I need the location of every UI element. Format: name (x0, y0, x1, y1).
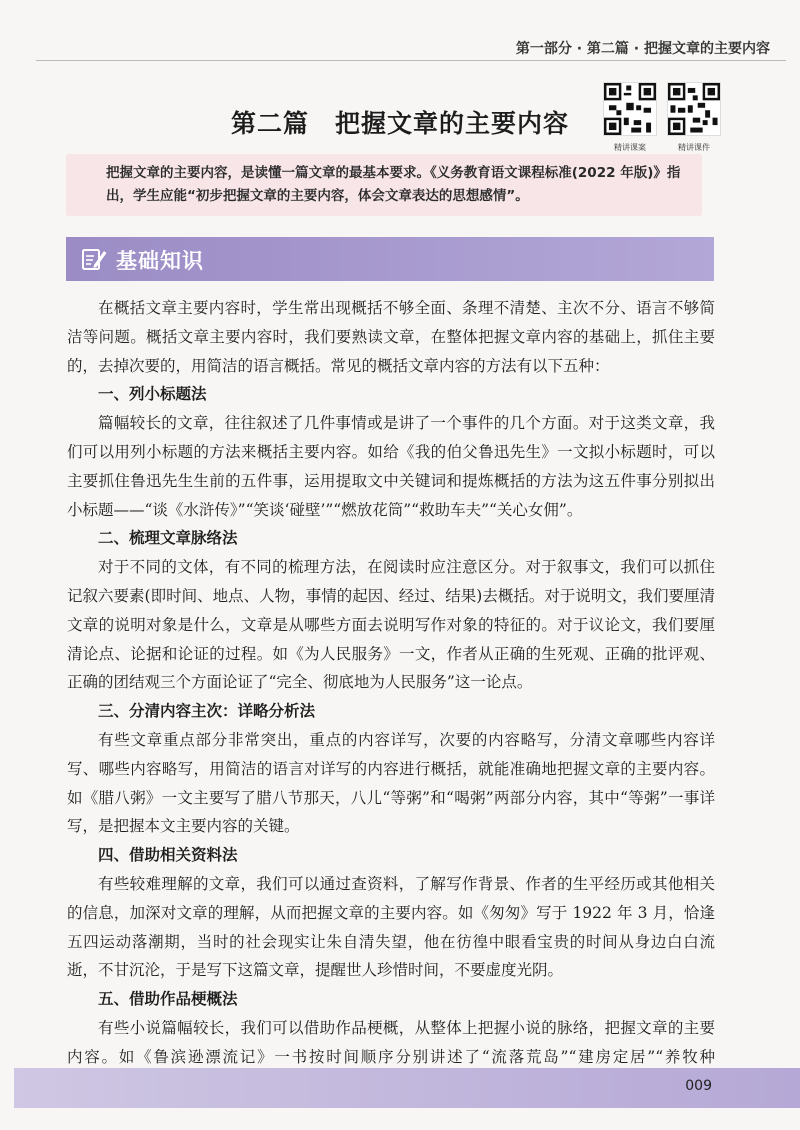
qr-code-lecture-slides[interactable] (662, 82, 726, 153)
method-heading: 一、列小标题法 (98, 385, 207, 404)
body-content (67, 294, 715, 1100)
qr-code-icon (667, 82, 721, 136)
page-title: 第二篇 把握文章的主要内容 (230, 109, 569, 138)
method-paragraph: 对于不同的文体，有不同的梳理方法，在阅读时应注意区分。对于叙事文，我们可以抓住记叙六要素(即时间、地点、人物，事情的起因、经过、结果)去概括。对于说明文，我们要厘清文章的说明对象是什么，文章是从哪些方面去说明写作对象的特征的。对于议论文，我们要厘清论点、论据和论证的过程。如《为人民服务》一文，作者从正确的生死观、正确的批评观、正确的团结观三个方面论证了“完全、彻底地为人民服务”这一论点。 (67, 558, 715, 692)
intro-text: 把握文章的主要内容，是读懂一篇文章的最基本要求。《义务教育语文课程标准(2022 年版)》指出，学生应能“初步把握文章的主要内容，体会文章表达的思想感情”。 (106, 165, 681, 204)
method-paragraph: 有些小说篇幅较长，我们可以借助作品梗概，从整体上把握小说的脉络，把握文章的主要内容。如《鲁滨逊漂流记》一书按时间顺序分别讲述了“流落荒岛”“建房定居”“养牧种 (67, 1018, 715, 1066)
method-heading: 五、借助作品梗概法 (98, 990, 238, 1009)
section-header (66, 237, 714, 281)
qr-label: 精讲课件 (678, 143, 710, 152)
page-number: 009 (685, 1078, 712, 1094)
method-paragraph: 有些较难理解的文章，我们可以通过查资料，了解写作背景、作者的生平经历或其他相关的信息，加深对文章的理解，从而把握文章的主要内容。如《匆匆》写于 1922 年 3 月，恰逢五四运动落潮期，当时的社会现实让朱自清失望，他在彷徨中眼看宝贵的时间从身边白白流逝，不甘沉沦，于是写下这篇文章，提醒世人珍惜时间，不要虚度光阴。 (67, 874, 715, 980)
method-heading: 二、梳理文章脉络法 (98, 529, 238, 548)
qr-code-lecture-notes[interactable] (598, 82, 662, 153)
running-header: 第一部分 · 第二篇 · 把握文章的主要内容 (515, 41, 770, 57)
section-title: 基础知识 (116, 249, 204, 273)
method-paragraph: 篇幅较长的文章，往往叙述了几件事情或是讲了一个事件的几个方面。对于这类文章，我们可以用列小标题的方法来概括主要内容。如给《我的伯父鲁迅先生》一文拟小标题时，可以主要抓住鲁迅先生生前的五件事，运用提取文中关键词和提炼概括的方法为这五件事分别拟出小标题——“谈《水浒传》”“笑谈‘碰壁’”“燃放花筒”“救助车夫”“关心女佣”。 (67, 414, 715, 519)
intro-box (66, 154, 702, 216)
qr-label: 精讲课案 (614, 143, 646, 152)
pencil-note-icon (80, 245, 108, 273)
method-paragraph: 有些文章重点部分非常突出，重点的内容详写，次要的内容略写，分清文章哪些内容详写、哪些内容略写，用简洁的语言对详写的内容进行概括，就能准确地把握文章的主要内容。如《腊八粥》一文主要写了腊八节那天，八儿“等粥”和“喝粥”两部分内容，其中“等粥”一事详写，是把握本文主要内容的关键。 (67, 730, 715, 836)
header-rule (36, 60, 786, 61)
footer-band (14, 1068, 800, 1108)
intro-paragraph: 在概括文章主要内容时，学生常出现概括不够全面、条理不清楚、主次不分、语言不够简洁等问题。概括文章主要内容时，我们要熟读文章，在整体把握文章内容的基础上，抓住主要的，去掉次要的，用简洁的语言概括。常见的概括文章内容的方法有以下五种： (67, 299, 715, 375)
method-heading: 三、分清内容主次：详略分析法 (98, 702, 316, 721)
qr-code-icon (603, 82, 657, 136)
method-heading: 四、借助相关资料法 (98, 846, 238, 865)
